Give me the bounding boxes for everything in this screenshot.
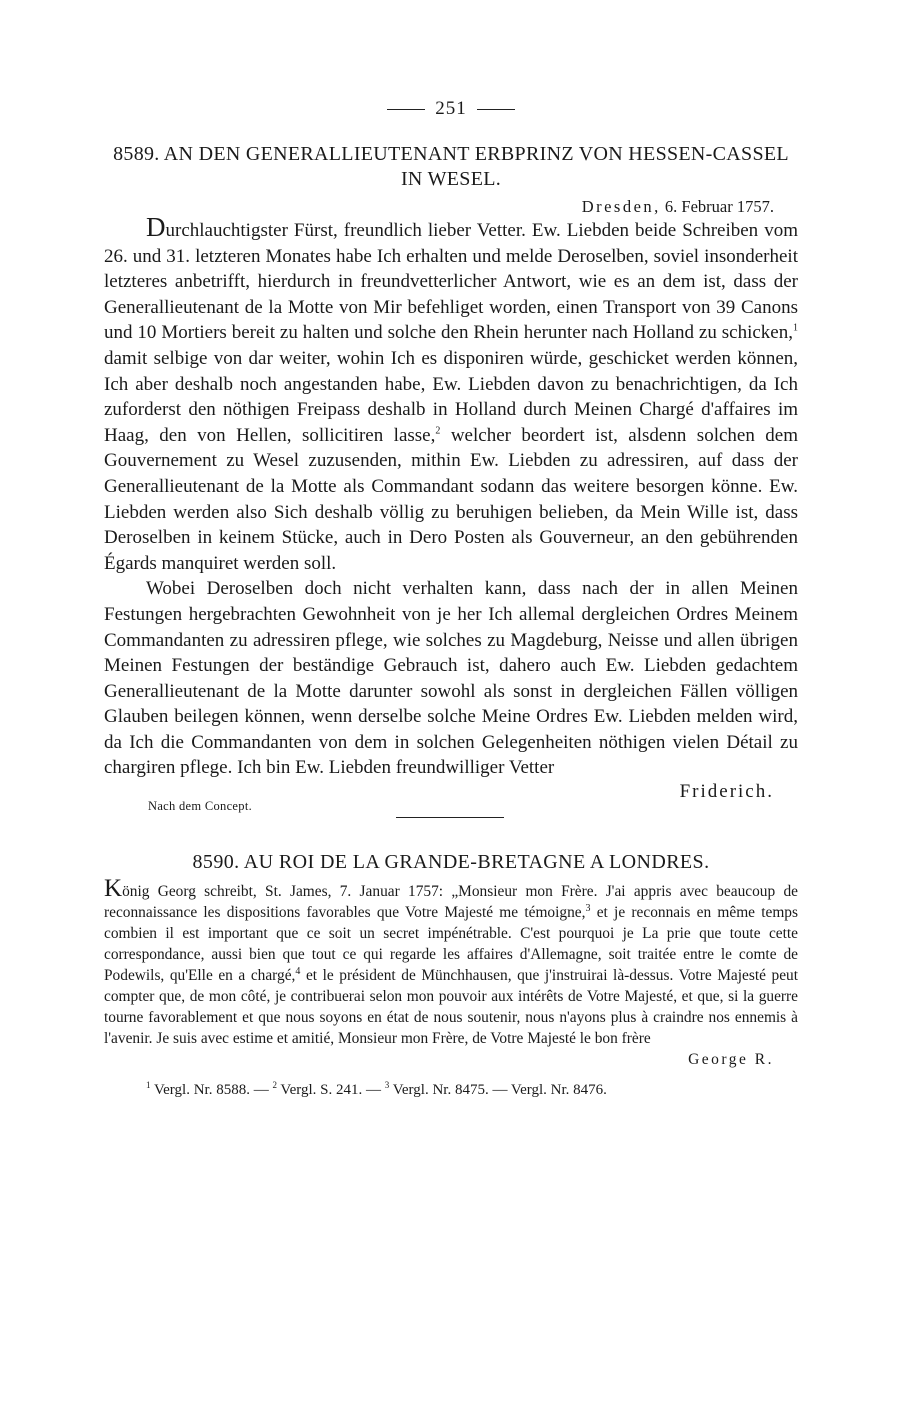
letter-8590-heading: 8590. AU ROI DE LA GRANDE-BRETAGNE A LONDRES.	[192, 851, 710, 874]
footnote-marker: 3	[384, 1080, 390, 1091]
page-number-line	[104, 94, 798, 124]
letter-8590-text	[104, 875, 798, 1049]
footnote-marker: 2	[272, 1080, 277, 1091]
signature: George R.	[688, 1051, 774, 1069]
signature: Friderich.	[679, 781, 774, 803]
footnotes	[104, 1079, 798, 1101]
footnote-marker: 2	[435, 425, 441, 437]
footnote-text: Vergl. Nr. 8475. — Vergl. Nr. 8476.	[389, 1082, 607, 1099]
footnote-marker: 1	[793, 323, 798, 335]
paragraph-text: önig Georg schreibt, St. James, 7. Januar 1757: „Monsieur mon Frère. J'ai appris avec beaucoup de reconnaissance les dispositions favorables que Votre Majesté me témoigne,	[104, 883, 798, 922]
letter-8589-paragraph-2: Wobei Deroselben doch nicht verhalten kann, dass nach der in allen Meinen Festungen hergebrachten Gewohnheit von je her Ich allemal dergleichen Ordres Meinem Commandanten zu adressiren pflege, wie solches zu Magdeburg, Neisse und allen übrigen Meinen Festungen der beständige Gebrauch ist, dahero auch Ew. Liebden gedachtem Generallieutenant de la Motte darunter sowohl als sonst in dergleichen Fällen völligen Glauben beilegen können, wenn derselbe solche Meine Ordres Ew. Liebden melden wird, da Ich die Commandanten von dem in solchen Gelegenheiten nöthigen vielen Détail zu chargiren pflege. Ich bin Ew. Liebden freundwilliger Vetter	[104, 578, 798, 779]
page-number: 251	[435, 98, 467, 119]
footnote-marker: 1	[146, 1080, 151, 1091]
dash-left	[387, 109, 425, 110]
document-page	[104, 94, 798, 1101]
paragraph-text: welcher beordert ist, alsdenn solchen dem Gouvernement zu Wesel zuzusenden, mithin Ew. Liebden zu adressiren, auf dass der Generallieutenant de la Motte als Commandant sodann das weitere besorgen könne. Ew. Liebden werden also Sich deshalb völlig zu beruhigen belieben, da Mein Wille ist, dass Deroselben in keinem Stücke, auch in Dero Posten als Gouverneur, an den gebührenden Égards manquiret werden soll.	[104, 424, 799, 574]
letter-8589-paragraph-1	[104, 212, 799, 576]
footnote-marker: 4	[295, 965, 301, 977]
source-note: Nach dem Concept.	[148, 799, 253, 814]
letter-8589-dateline	[104, 196, 774, 218]
paragraph-text: damit selbige von dar weiter, wohin Ich es disponiren würde, geschicket werden können, Ich aber deshalb noch angestanden habe, Ew. Liebden davon zu benachrichtigen, da Ich zuforderst den nöthigen Freipass deshalb in Holland durch Meinen Chargé d'affaires im Haag, den von Hellen, sollicitiren lasse,	[104, 347, 798, 446]
drop-cap: D	[146, 212, 166, 242]
letter-date: 6. Februar 1757.	[664, 197, 774, 216]
section-divider	[396, 817, 504, 818]
letter-8589-heading: 8589. AN DEN GENERALLIEUTENANT ERBPRINZ VON HESSEN-CASSEL IN WESEL.	[113, 143, 789, 190]
footnote-text: Vergl. S. 241. —	[276, 1082, 385, 1099]
footnote-text: Vergl. Nr. 8588. —	[150, 1082, 273, 1099]
footnote-marker: 3	[585, 902, 591, 914]
paragraph-text: et le président de Münchhausen, que j'instruirai là-dessus. Votre Majesté peut compter que, de mon côté, je contribuerai selon mon pouvoir aux intérêts de Votre Majesté, et que, si la guerre tourne favorablement et que nous soyons en état de nous soutenir, nous n'ayons plus à craindre nos ennemis à l'avenir. Je suis avec estime et amitié, Monsieur mon Frère, de Votre Majesté le bon frère	[104, 967, 798, 1048]
dash-right	[477, 109, 515, 110]
signature-row	[104, 781, 798, 823]
place-name: Dresden,	[581, 197, 661, 216]
paragraph-text: urchlauchtigster Fürst, freundlich lieber Vetter. Ew. Liebden beide Schreiben vom 26. und 31. letzteren Monates habe Ich erhalten und melde Deroselben, soviel insonderheit letzteres anbetrifft, hierdurch in freundvetterlicher Antwort, wie es an dem ist, dass der Generallieutenant de la Motte von Mir befehliget worden, einen Transport von 39 Canons und 10 Mortiers bereit zu halten und solche den Rhein herunter nach Holland zu schicken,	[104, 220, 798, 344]
drop-cap: K	[104, 875, 123, 903]
paragraph-text: et je reconnais en même temps combien il est important que ce soit un secret impénétrable. C'est pourquoi je La prie que toute cette correspondance, aussi bien que tout ce qui regarde les affaires d'Allemagne, soit traitée entre le comte de Podewils, qu'Elle en a chargé,	[104, 904, 798, 985]
